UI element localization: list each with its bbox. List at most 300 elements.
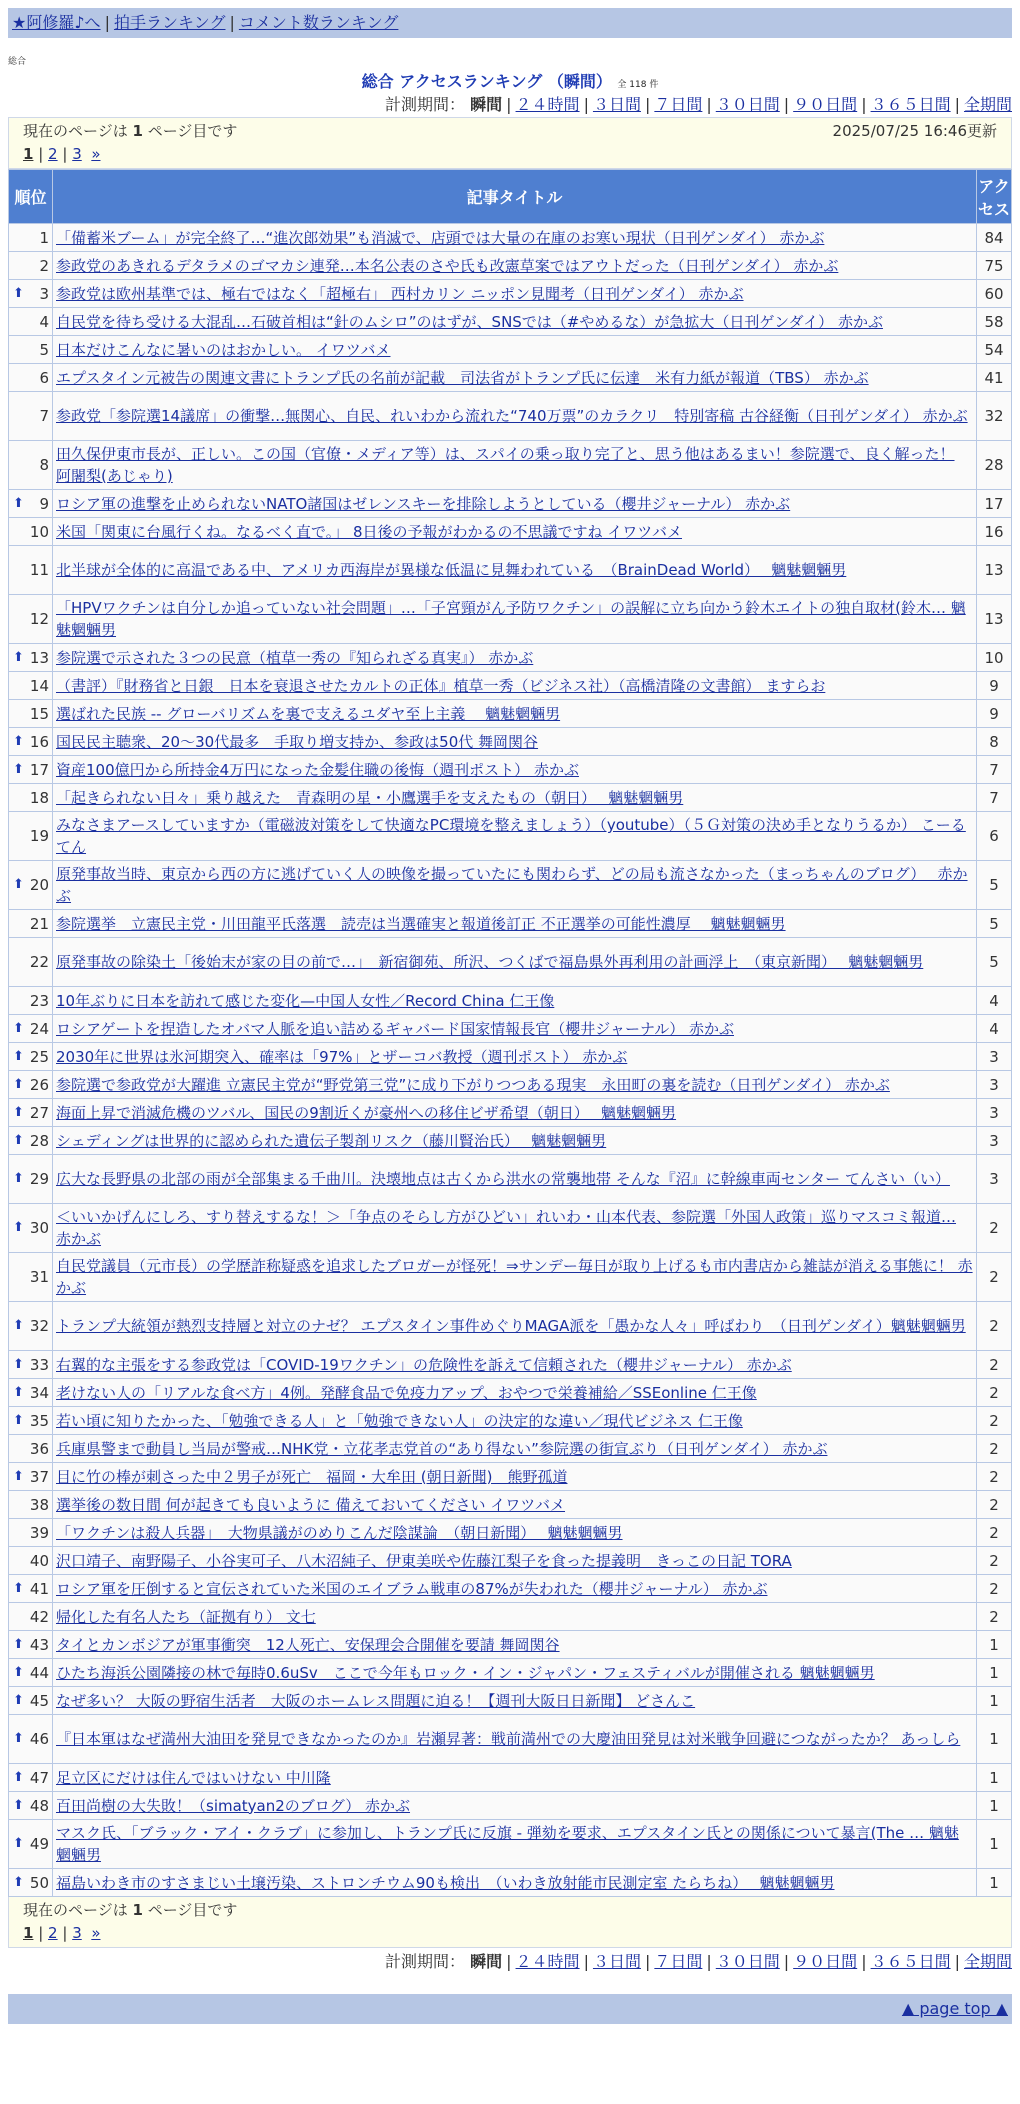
rank-number: 41 xyxy=(29,1579,49,1598)
table-row xyxy=(9,1351,1012,1379)
access-count: 5 xyxy=(977,938,1012,987)
rank-cell xyxy=(9,1463,53,1491)
rank-number: 10 xyxy=(29,522,49,541)
rank-number: 50 xyxy=(29,1873,49,1892)
rank-number: 14 xyxy=(29,676,49,695)
ranking-table xyxy=(8,169,1012,1897)
table-row xyxy=(9,728,1012,756)
title-cell xyxy=(53,1869,977,1897)
period-link-365d[interactable]: ３６５日間 xyxy=(870,95,951,114)
period-current: 瞬間 xyxy=(470,95,503,114)
table-row xyxy=(9,1869,1012,1897)
title-cell xyxy=(53,644,977,672)
access-count: 13 xyxy=(977,546,1012,595)
rank-number: 33 xyxy=(29,1355,49,1374)
access-count: 28 xyxy=(977,441,1012,490)
rank-up-arrow-icon: ⬆ xyxy=(13,1020,24,1036)
title-cell xyxy=(53,1127,977,1155)
pager-next[interactable]: » xyxy=(91,1924,101,1942)
pager-text-after: ページ目です xyxy=(147,122,238,140)
access-count: 13 xyxy=(977,595,1012,644)
period-link-all[interactable]: 全期間 xyxy=(963,1952,1012,1971)
table-row xyxy=(9,756,1012,784)
rank-up-arrow-icon: ⬆ xyxy=(13,1132,24,1148)
rank-up-arrow-icon: ⬆ xyxy=(13,1356,24,1372)
pager-page-1: 1 xyxy=(23,145,34,163)
table-row xyxy=(9,1575,1012,1603)
rank-up-arrow-icon: ⬆ xyxy=(13,495,24,511)
title-cell xyxy=(53,1351,977,1379)
article-link[interactable]: 広大な長野県の北部の雨が全部集まる千曲川。決壊地点は古くから洪水の常襲地帯 そんな『沼』に幹線車両センター てんさい（い） xyxy=(56,1170,950,1188)
access-count: 2 xyxy=(977,1407,1012,1435)
rank-number: 22 xyxy=(29,953,49,971)
rank-number: 35 xyxy=(29,1411,49,1430)
rank-cell xyxy=(9,756,53,784)
rank-number: 19 xyxy=(29,827,49,845)
access-count: 1 xyxy=(977,1631,1012,1659)
page-title xyxy=(8,71,1012,93)
access-count: 2 xyxy=(977,1204,1012,1253)
rank-up-arrow-icon: ⬆ xyxy=(13,1580,24,1596)
article-link[interactable]: 選挙後の数日間 何が起きても良いように 備えておいてください イワツバメ xyxy=(56,1495,566,1514)
rank-number: 5 xyxy=(39,340,49,359)
title-cell xyxy=(53,518,977,546)
article-link[interactable]: 福島いわき市のすさまじい土壌汚染、ストロンチウム90も検出 （いわき放射能市民測定室 たらちね） 魑魅魍魎男 xyxy=(56,1873,835,1892)
title-cell xyxy=(53,364,977,392)
access-count: 1 xyxy=(977,1687,1012,1715)
rank-number: 2 xyxy=(39,256,49,275)
rank-number: 42 xyxy=(29,1607,49,1626)
access-count: 1 xyxy=(977,1792,1012,1820)
pager-next[interactable]: » xyxy=(91,145,101,163)
access-count: 3 xyxy=(977,1155,1012,1204)
article-link[interactable]: 目に竹の棒が刺さった中２男子が死亡 福岡・大牟田 (朝日新聞) 熊野孤道 xyxy=(56,1467,568,1486)
rank-up-arrow-icon: ⬆ xyxy=(13,733,24,749)
article-link[interactable]: 帰化した有名人たち（証拠有り） 文七 xyxy=(56,1607,316,1626)
rank-number: 26 xyxy=(29,1075,49,1094)
article-link[interactable]: 「HPVワクチンは自分しか追っていない社会問題」…「子宮頸がん予防ワクチン」の誤解に立ち向かう鈴木エイトの独自取材(鈴木… 魑魅魍魎男 xyxy=(56,599,966,639)
access-count: 3 xyxy=(977,1043,1012,1071)
period-link-3d[interactable]: ３日間 xyxy=(592,1952,641,1971)
rank-up-arrow-icon: ⬆ xyxy=(13,1692,24,1708)
period-link-7d[interactable]: ７日間 xyxy=(654,1952,703,1971)
title-cell xyxy=(53,1659,977,1687)
table-row xyxy=(9,1099,1012,1127)
rank-cell xyxy=(9,1687,53,1715)
article-link[interactable]: 原発事故の除染土「後始末が家の目の前で…」 新宿御苑、所沢、つくばで福島県外再利用の計画浮上 （東京新聞） 魑魅魍魎男 xyxy=(56,953,924,971)
access-count: 1 xyxy=(977,1715,1012,1764)
table-row xyxy=(9,224,1012,252)
rank-up-arrow-icon: ⬆ xyxy=(13,1731,24,1746)
article-link[interactable]: 足立区にだけは住んではいけない 中川隆 xyxy=(56,1768,331,1787)
table-row xyxy=(9,490,1012,518)
pager-page-1: 1 xyxy=(23,1924,34,1942)
table-row xyxy=(9,938,1012,987)
article-link[interactable]: 百田尚樹の大失敗！（simatyan2のブログ） 赤かぶ xyxy=(56,1796,411,1815)
table-row xyxy=(9,1764,1012,1792)
table-row xyxy=(9,308,1012,336)
article-link[interactable]: 2030年に世界は氷河期突入、確率は「97%」とザーコバ教授（週刊ポスト） 赤かぶ xyxy=(56,1047,628,1066)
rank-cell xyxy=(9,1127,53,1155)
title-cell xyxy=(53,546,977,595)
table-row xyxy=(9,1491,1012,1519)
table-row xyxy=(9,1547,1012,1575)
article-link[interactable]: 右翼的な主張をする参政党は「COVID-19ワクチン」の危険性を訴えて信頼された（櫻井ジャーナル） 赤かぶ xyxy=(56,1355,792,1374)
rank-cell xyxy=(9,308,53,336)
access-count: 2 xyxy=(977,1547,1012,1575)
rank-cell xyxy=(9,1407,53,1435)
period-link-3d[interactable]: ３日間 xyxy=(592,95,641,114)
rank-number: 32 xyxy=(29,1317,49,1335)
title-cell xyxy=(53,595,977,644)
rank-number: 8 xyxy=(39,456,49,474)
access-count: 2 xyxy=(977,1253,1012,1302)
article-link[interactable]: ひたち海浜公園隣接の林で毎時0.6uSv ここで今年もロック・イン・ジャパン・フェスティバルが開催される 魑魅魍魎男 xyxy=(56,1663,875,1682)
access-count: 4 xyxy=(977,1015,1012,1043)
title-cell xyxy=(53,1071,977,1099)
rank-up-arrow-icon: ⬆ xyxy=(13,761,24,777)
access-count: 41 xyxy=(977,364,1012,392)
access-count: 1 xyxy=(977,1659,1012,1687)
table-row xyxy=(9,812,1012,861)
period-link-all[interactable]: 全期間 xyxy=(963,95,1012,114)
access-count: 10 xyxy=(977,644,1012,672)
access-count: 58 xyxy=(977,308,1012,336)
table-row xyxy=(9,441,1012,490)
rank-number: 36 xyxy=(29,1439,49,1458)
table-row xyxy=(9,861,1012,910)
access-count: 2 xyxy=(977,1435,1012,1463)
rank-number: 39 xyxy=(29,1523,49,1542)
rank-cell xyxy=(9,1792,53,1820)
article-link[interactable]: 『日本軍はなぜ満州大油田を発見できなかったのか』岩瀬昇著：戦前満州での大慶油田発見は対米戦争回避につながったか？ あっしら xyxy=(56,1730,961,1748)
title-cell xyxy=(53,1435,977,1463)
article-link[interactable]: マスク氏、「ブラック・アイ・クラブ」に参加し、トランプ氏に反旗 - 弾劾を要求、エプスタイン氏との関係について暴言(The … 魑魅魍魎男 xyxy=(56,1824,959,1864)
article-link[interactable]: 参政党は欧州基準では、極右ではなく「超極右」 西村カリン ニッポン見聞考（日刊ゲンダイ） 赤かぶ xyxy=(56,284,744,303)
access-count: 4 xyxy=(977,987,1012,1015)
page-title-text: 総合 アクセスランキング （瞬間） xyxy=(361,72,612,91)
article-link[interactable]: タイとカンボジアが軍事衝突 12人死亡、安保理会合開催を要請 舞岡関谷 xyxy=(56,1635,560,1654)
title-cell xyxy=(53,1575,977,1603)
rank-up-arrow-icon: ⬆ xyxy=(13,1412,24,1428)
period-link-30d[interactable]: ３０日間 xyxy=(715,95,780,114)
table-row xyxy=(9,1659,1012,1687)
rank-cell xyxy=(9,1379,53,1407)
article-link[interactable]: 参院選で示された３つの民意（植草一秀の『知られざる真実』） 赤かぶ xyxy=(56,648,534,667)
total-count: 全 118 件 xyxy=(617,80,659,90)
rank-number: 1 xyxy=(39,228,49,247)
access-count: 2 xyxy=(977,1302,1012,1351)
access-count: 2 xyxy=(977,1463,1012,1491)
rank-number: 12 xyxy=(29,610,49,628)
table-row xyxy=(9,546,1012,595)
article-link[interactable]: 「起きられない日々」乗り越えた 青森明の星・小鷹選手を支えたもの（朝日） 魑魅魍魎男 xyxy=(56,788,684,807)
title-cell xyxy=(53,1715,977,1764)
table-row xyxy=(9,1407,1012,1435)
pager-page-2[interactable]: 2 xyxy=(48,1924,58,1942)
article-link[interactable]: 老けない人の「リアルな食べ方」4例。発酵食品で免疫力アップ、おやつで栄養補給／SSEonline 仁王像 xyxy=(56,1383,757,1402)
rank-number: 28 xyxy=(29,1131,49,1150)
article-link[interactable]: ロシア軍を圧倒すると宣伝されていた米国のエイブラム戦車の87%が失われた（櫻井ジャーナル） 赤かぶ xyxy=(56,1579,768,1598)
article-link[interactable]: ＜いいかげんにしろ、すり替えするな！＞「争点のそらし方がひどい」れいわ・山本代表、参院選「外国人政策」巡りマスコミ報道… 赤かぶ xyxy=(56,1208,957,1248)
table-row xyxy=(9,1379,1012,1407)
rank-number: 43 xyxy=(29,1635,49,1654)
rank-number: 37 xyxy=(29,1467,49,1486)
rank-number: 23 xyxy=(29,991,49,1010)
article-link[interactable]: 米国「関東に台風行くね。なるべく直で。」 8日後の予報がわかるの不思議ですね イワツバメ xyxy=(56,522,682,541)
rank-number: 31 xyxy=(29,1268,49,1286)
access-count: 8 xyxy=(977,728,1012,756)
rank-cell xyxy=(9,1764,53,1792)
article-link[interactable]: 海面上昇で消滅危機のツバル、国民の9割近くが豪州への移住ビザ希望（朝日） 魑魅魍魎男 xyxy=(56,1103,677,1122)
rank-cell xyxy=(9,490,53,518)
access-count: 2 xyxy=(977,1603,1012,1631)
title-cell xyxy=(53,1547,977,1575)
title-cell xyxy=(53,1519,977,1547)
access-count: 6 xyxy=(977,812,1012,861)
title-cell xyxy=(53,1253,977,1302)
rank-up-arrow-icon: ⬆ xyxy=(13,1048,24,1064)
table-row xyxy=(9,987,1012,1015)
period-selector-top: 計測期間： 瞬間 | ２４時間 | ３日間 | ７日間 | ３０日間 | ９０日間 | ３６５日間 | 全期間 xyxy=(385,95,1012,114)
section-label: 総合 xyxy=(8,57,27,67)
access-count: 75 xyxy=(977,252,1012,280)
rank-up-arrow-icon: ⬆ xyxy=(13,1220,24,1235)
article-link[interactable]: 日本だけこんなに暑いのはおかしい。 イワツバメ xyxy=(56,340,391,359)
rank-number: 16 xyxy=(29,732,49,751)
rank-up-arrow-icon: ⬆ xyxy=(13,1636,24,1652)
title-cell xyxy=(53,672,977,700)
article-link[interactable]: 資産100億円から所持金4万円になった金髪住職の後悔（週刊ポスト） 赤かぶ xyxy=(56,760,579,779)
article-link[interactable]: みなさまアースしていますか（電磁波対策をして快適なPC環境を整えましょう）（youtube）（５Ｇ対策の決め手となりうるか） こーるてん xyxy=(56,816,966,856)
article-link[interactable]: 参政党のあきれるデタラメのゴマカシ連発…本名公表のさや氏も改憲草案ではアウトだった（日刊ゲンダイ） 赤かぶ xyxy=(56,256,839,275)
table-row xyxy=(9,672,1012,700)
rank-number: 34 xyxy=(29,1383,49,1402)
title-cell xyxy=(53,441,977,490)
rank-cell xyxy=(9,364,53,392)
rank-up-arrow-icon: ⬆ xyxy=(13,1171,24,1186)
access-count: 1 xyxy=(977,1869,1012,1897)
period-link-90d[interactable]: ９０日間 xyxy=(793,95,858,114)
title-cell xyxy=(53,252,977,280)
rank-up-arrow-icon: ⬆ xyxy=(13,285,24,301)
access-count: 3 xyxy=(977,1071,1012,1099)
rank-cell xyxy=(9,336,53,364)
rank-cell xyxy=(9,1491,53,1519)
period-link-30d[interactable]: ３０日間 xyxy=(715,1952,780,1971)
rank-number: 7 xyxy=(39,407,49,425)
access-count: 9 xyxy=(977,672,1012,700)
article-link[interactable]: なぜ多い？ 大阪の野宿生活者 大阪のホームレス問題に迫る！【週刊大阪日日新聞】 どさんこ xyxy=(56,1691,696,1710)
rank-up-arrow-icon: ⬆ xyxy=(13,1468,24,1484)
rank-cell xyxy=(9,1547,53,1575)
rank-cell xyxy=(9,910,53,938)
period-link-365d[interactable]: ３６５日間 xyxy=(870,1952,951,1971)
rank-cell xyxy=(9,1631,53,1659)
access-count: 84 xyxy=(977,224,1012,252)
table-row xyxy=(9,1071,1012,1099)
article-link[interactable]: 国民民主聴衆、20～30代最多 手取り増支持か、参政は50代 舞岡関谷 xyxy=(56,732,539,751)
access-count: 17 xyxy=(977,490,1012,518)
article-link[interactable]: 自民党議員（元市長）の学歴詐称疑惑を追求したブロガーが怪死！⇒サンデー毎日が取り上げるも市内書店から雑誌が消える事態に！ 赤かぶ xyxy=(56,1257,973,1297)
rank-up-arrow-icon: ⬆ xyxy=(13,1769,24,1785)
rank-number: 13 xyxy=(29,648,49,667)
rank-cell xyxy=(9,812,53,861)
title-cell xyxy=(53,1015,977,1043)
table-row xyxy=(9,1043,1012,1071)
rank-cell xyxy=(9,518,53,546)
table-row xyxy=(9,392,1012,441)
table-row xyxy=(9,1519,1012,1547)
rank-up-arrow-icon: ⬆ xyxy=(13,1104,24,1120)
article-link[interactable]: 「備蓄米ブーム」が完全終了…“進次郎効果”も消滅で、店頭では大量の在庫のお寒い現状（日刊ゲンダイ） 赤かぶ xyxy=(56,228,825,247)
table-row xyxy=(9,1792,1012,1820)
access-count: 2 xyxy=(977,1491,1012,1519)
article-link[interactable]: ロシアゲートを捏造したオバマ人脈を追い詰めるギャバード国家情報長官（櫻井ジャーナル） 赤かぶ xyxy=(56,1019,734,1038)
title-cell xyxy=(53,910,977,938)
rank-number: 9 xyxy=(39,494,49,513)
pager-text-before: 現在のページは xyxy=(23,122,128,140)
rank-number: 44 xyxy=(29,1663,49,1682)
period-label: 計測期間： xyxy=(385,95,466,114)
period-link-24h[interactable]: ２４時間 xyxy=(515,95,580,114)
rank-number: 6 xyxy=(39,368,49,387)
rank-up-arrow-icon: ⬆ xyxy=(13,1664,24,1680)
article-link[interactable]: 自民党を待ち受ける大混乱…石破首相は“針のムシロ”のはずが、SNSでは（#やめるな）が急拡大（日刊ゲンダイ） 赤かぶ xyxy=(56,312,883,331)
article-link[interactable]: 北半球が全体的に高温である中、アメリカ西海岸が異様な低温に見舞われている （BrainDead World） 魑魅魍魎男 xyxy=(56,561,847,579)
rank-up-arrow-icon: ⬆ xyxy=(13,1836,24,1851)
article-link[interactable]: トランプ大統領が熱烈支持層と対立のナゼ？ エプスタイン事件めぐりMAGA派を「愚かな人々」呼ばわり （日刊ゲンダイ）魑魅魍魎男 xyxy=(56,1317,966,1335)
nav-separator: | xyxy=(229,13,235,32)
rank-cell xyxy=(9,938,53,987)
pager-current-page: 1 xyxy=(132,122,143,140)
table-row xyxy=(9,1253,1012,1302)
rank-number: 25 xyxy=(29,1047,49,1066)
rank-number: 49 xyxy=(29,1835,49,1853)
pager-page-3[interactable]: 3 xyxy=(72,1924,82,1942)
article-link[interactable]: 「ワクチンは殺人兵器」 大物県議がのめりこんだ陰謀論 （朝日新聞） 魑魅魍魎男 xyxy=(56,1523,623,1542)
rank-cell xyxy=(9,861,53,910)
table-row xyxy=(9,1715,1012,1764)
article-link[interactable]: 沢口靖子、南野陽子、小谷実可子、八木沼純子、伊東美咲や佐藤江梨子を食った提義明 きっこの日記 TORA xyxy=(56,1551,792,1570)
access-count: 60 xyxy=(977,280,1012,308)
article-link[interactable]: シェディングは世界的に認められた遺伝子製剤リスク（藤川賢治氏） 魑魅魍魎男 xyxy=(56,1131,607,1150)
title-cell xyxy=(53,1302,977,1351)
table-row xyxy=(9,1127,1012,1155)
table-row xyxy=(9,1603,1012,1631)
footer-bar xyxy=(8,1994,1012,2024)
title-cell xyxy=(53,812,977,861)
rank-number: 24 xyxy=(29,1019,49,1038)
access-count: 3 xyxy=(977,1099,1012,1127)
pager-page-2[interactable]: 2 xyxy=(48,145,58,163)
article-link[interactable]: 原発事故当時、東京から西の方に逃げていく人の映像を撮っていたにも関わらず、どの局も流さなかった（まっちゃんのブログ） 赤かぶ xyxy=(56,865,968,905)
period-link-90d[interactable]: ９０日間 xyxy=(793,1952,858,1971)
nav-link-ashura[interactable]: ★阿修羅♪へ xyxy=(12,13,101,32)
rank-cell xyxy=(9,441,53,490)
rank-cell xyxy=(9,987,53,1015)
title-cell xyxy=(53,728,977,756)
updated-timestamp: 2025/07/25 16:46更新 xyxy=(832,122,997,140)
table-row xyxy=(9,518,1012,546)
period-selector-bottom: 計測期間： 瞬間 | ２４時間 | ３日間 | ７日間 | ３０日間 | ９０日間 | ３６５日間 | 全期間 xyxy=(385,1952,1012,1971)
pager-top: 現在のページは 1 ページ目です 2025/07/25 16:46更新 1 | 2 | 3 » xyxy=(8,117,1012,169)
article-link[interactable]: 若い頃に知りたかった、「勉強できる人」と「勉強できない人」の決定的な違い／現代ビジネス 仁王像 xyxy=(56,1411,743,1430)
title-cell xyxy=(53,1603,977,1631)
table-row xyxy=(9,252,1012,280)
nav-link-comment-ranking[interactable]: コメント数ランキング xyxy=(238,13,399,32)
table-row xyxy=(9,1687,1012,1715)
rank-cell xyxy=(9,1519,53,1547)
article-link[interactable]: エプスタイン元被告の関連文書にトランプ氏の名前が記載 司法省がトランプ氏に伝達 米有力紙が報道（TBS） 赤かぶ xyxy=(56,368,869,387)
title-cell xyxy=(53,861,977,910)
rank-number: 45 xyxy=(29,1691,49,1710)
pager-page-3[interactable]: 3 xyxy=(72,145,82,163)
rank-cell xyxy=(9,1869,53,1897)
access-count: 2 xyxy=(977,1519,1012,1547)
ranking-table-body xyxy=(9,224,1012,1897)
title-cell xyxy=(53,224,977,252)
article-link[interactable]: 10年ぶりに日本を訪れて感じた変化—中国人女性／Record China 仁王像 xyxy=(56,991,555,1010)
title-cell xyxy=(53,1491,977,1519)
rank-number: 38 xyxy=(29,1495,49,1514)
article-link[interactable]: 田久保伊東市長が、正しい。この国（官僚・メディア等）は、スパイの乗っ取り完了と、思う他はあるまい！参院選で、良く解った！ 阿闍梨(あじゃり) xyxy=(56,445,955,485)
article-link[interactable]: 選ばれた民族 -- グローバリズムを裏で支えるユダヤ至上主義 魑魅魍魎男 xyxy=(56,704,561,723)
table-row xyxy=(9,644,1012,672)
title-cell xyxy=(53,1687,977,1715)
title-cell xyxy=(53,1407,977,1435)
table-row xyxy=(9,1820,1012,1869)
rank-number: 30 xyxy=(29,1219,49,1237)
article-link[interactable]: 兵庫県警まで動員し当局が警戒…NHK党・立花孝志党首の“あり得ない”参院選の街宣ぶり（日刊ゲンダイ） 赤かぶ xyxy=(56,1439,828,1458)
rank-up-arrow-icon: ⬆ xyxy=(13,1874,24,1890)
header-title: 記事タイトル xyxy=(53,170,977,224)
period-link-7d[interactable]: ７日間 xyxy=(654,95,703,114)
article-link[interactable]: ロシア軍の進撃を止められないNATO諸国はゼレンスキーを排除しようとしている（櫻井ジャーナル） 赤かぶ xyxy=(56,494,791,513)
rank-cell xyxy=(9,644,53,672)
nav-link-clap-ranking[interactable]: 拍手ランキング xyxy=(113,13,226,32)
rank-cell xyxy=(9,1435,53,1463)
article-link[interactable]: 参政党「参院選14議席」の衝撃…無関心、自民、れいわから流れた“740万票”のカラクリ 特別寄稿 古谷経衡（日刊ゲンダイ） 赤かぶ xyxy=(56,407,968,425)
title-cell xyxy=(53,1631,977,1659)
title-cell xyxy=(53,1043,977,1071)
article-link[interactable]: （書評）『財務省と日銀 日本を衰退させたカルトの正体』植草一秀（ビジネス社）（高橋清隆の文書館） ますらお xyxy=(56,676,826,695)
rank-cell xyxy=(9,595,53,644)
access-count: 1 xyxy=(977,1820,1012,1869)
title-cell xyxy=(53,280,977,308)
article-link[interactable]: 参院選挙 立憲民主党・川田龍平氏落選 読売は当選確実と報道後訂正 不正選挙の可能性濃厚 魑魅魍魎男 xyxy=(56,914,786,933)
title-cell xyxy=(53,1764,977,1792)
page-top-link[interactable]: ▲ page top ▲ xyxy=(901,1999,1008,2018)
table-row xyxy=(9,910,1012,938)
period-link-24h[interactable]: ２４時間 xyxy=(515,1952,580,1971)
header-rank: 順位 xyxy=(9,170,53,224)
rank-cell xyxy=(9,700,53,728)
table-row xyxy=(9,1302,1012,1351)
article-link[interactable]: 参院選で参政党が大躍進 立憲民主党が“野党第三党”に成り下がりつつある現実 永田町の裏を読む（日刊ゲンダイ） 赤かぶ xyxy=(56,1075,890,1094)
title-cell xyxy=(53,938,977,987)
title-cell xyxy=(53,336,977,364)
top-navigation xyxy=(8,8,1012,38)
rank-up-arrow-icon: ⬆ xyxy=(13,1318,24,1333)
rank-cell xyxy=(9,672,53,700)
access-count: 2 xyxy=(977,1575,1012,1603)
rank-number: 29 xyxy=(29,1170,49,1188)
table-row xyxy=(9,1631,1012,1659)
rank-up-arrow-icon: ⬆ xyxy=(13,649,24,665)
rank-cell xyxy=(9,1603,53,1631)
title-cell xyxy=(53,490,977,518)
